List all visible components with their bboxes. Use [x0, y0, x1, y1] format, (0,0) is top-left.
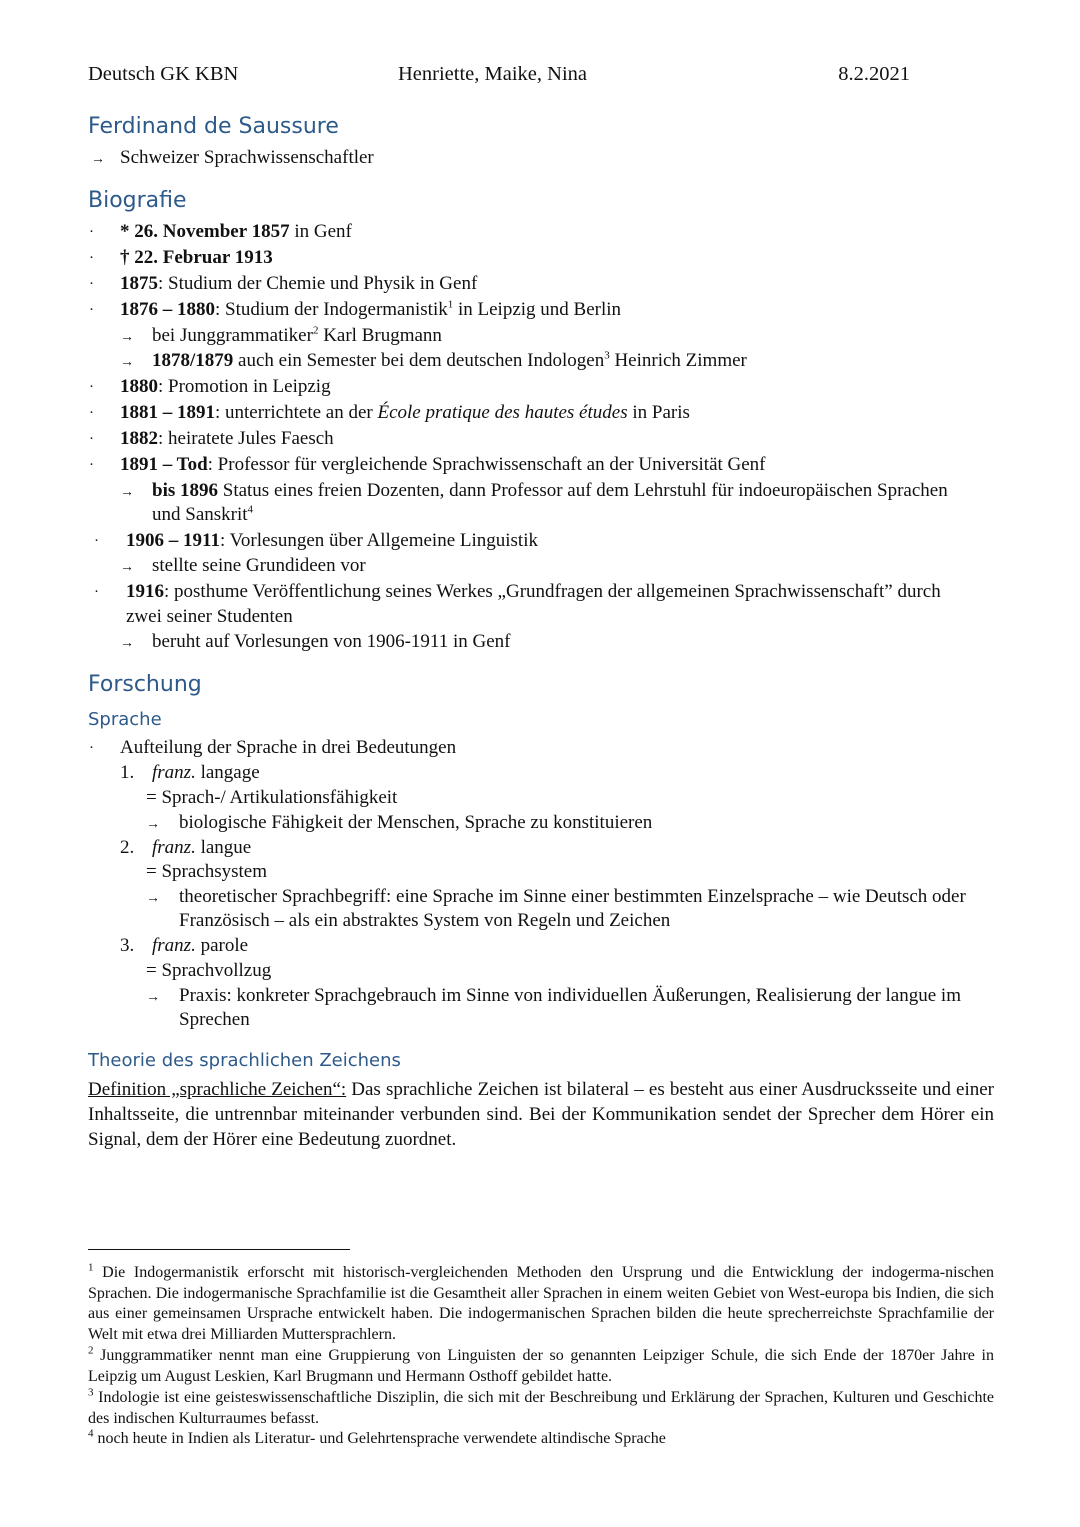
header-date: 8.2.2021 — [838, 63, 910, 85]
bio-1875: 1875: Studium der Chemie und Physik in Genf — [120, 273, 478, 294]
subtitle: Schweizer Sprachwissenschaftler — [120, 147, 374, 168]
bullet-icon: · — [94, 533, 99, 549]
header-course: Deutsch GK KBN — [88, 63, 239, 85]
term-langue-arrow-cont: Französisch – als ein abstraktes System von Regeln und Zeichen — [179, 910, 671, 931]
sign-definition: Definition „sprachliche Zeichen“: Das sprachliche Zeichen ist bilateral – es besteht aus einer Ausdrucksseite und einer Inhaltsseite, die untrennbar miteinander verbunden sind. Bei der Kommunikation sendet der Sprecher dem Hörer ein Signal, dem der Hörer eine Bedeutung zuordnet. — [88, 1079, 994, 1150]
bullet-icon: · — [89, 224, 94, 240]
footnote-4: $^4$ noch heute in Indien als Literatur- und Gelehrtensprache verwendete altindische Sprache — [88, 1427, 666, 1447]
footnote-1: $^1$ Die Indogermanistik erforscht mit historisch-vergleichenden Methoden den Ursprung und die Entwicklung der indogerma-nischen Sprachen. Die indogermanische Sprachfamilie ist die Gesamtheit aller Sprachen in einem weiten Gebiet von West-europa bis Indien, die sich aus einer gemeinsamen Ursprache entwickelt haben. Die indogermanischen Sprachen bilden die heute sprecherreichste Sprachfamilie der Welt mit etwa drei Milliarden Muttersprachlern. — [88, 1261, 994, 1343]
bio-1906-sub: stellte seine Grundideen vor — [152, 555, 366, 576]
bullet-icon: · — [94, 584, 99, 600]
arrow-icon: → — [120, 636, 134, 651]
bio-1916: 1916: posthume Veröffentlichung seines Werkes „Grundfragen der allgemeinen Sprachwissenschaft” durch — [126, 581, 941, 602]
term-parole-def: = Sprachvollzug — [146, 960, 272, 981]
list-number: 2. — [120, 837, 135, 858]
bio-1876-sub2: 1878/1879 auch ein Semester bei dem deutschen Indologen$^3$ Heinrich Zimmer — [152, 349, 747, 371]
arrow-icon: → — [120, 485, 134, 500]
footnote-rule — [88, 1249, 350, 1250]
bio-1882: 1882: heiratete Jules Faesch — [120, 428, 334, 449]
list-number: 1. — [120, 762, 135, 783]
language-intro: Aufteilung der Sprache in drei Bedeutungen — [120, 737, 457, 758]
arrow-icon: → — [146, 990, 160, 1005]
bullet-icon: · — [89, 457, 94, 473]
term-parole-arrow-cont: Sprechen — [179, 1009, 250, 1030]
bullet-icon: · — [89, 379, 94, 395]
term-langue: franz. langue — [152, 837, 252, 858]
bio-birth: * 26. November 1857 in Genf — [120, 221, 352, 242]
footnote-2: $^2$ Junggrammatiker nennt man eine Gruppierung von Linguisten der so genannten Leipziger Schule, die sich Ende der 1870er Jahre in Leipzig um August Leskien, Karl Brugmann und Hermann Osthoff gebildet hatte. — [88, 1344, 994, 1385]
bullet-icon: · — [89, 250, 94, 266]
bullet-icon: · — [89, 431, 94, 447]
bullet-icon: · — [89, 405, 94, 421]
bio-death: † 22. Februar 1913 — [120, 247, 273, 268]
term-langage-def: = Sprach-/ Artikulationsfähigkeit — [146, 787, 398, 808]
sign-heading: Theorie des sprachlichen Zeichens — [88, 1050, 401, 1071]
arrow-icon: → — [120, 330, 134, 345]
term-langue-def: = Sprachsystem — [146, 861, 268, 882]
bio-1880: 1880: Promotion in Leipzig — [120, 376, 331, 397]
arrow-icon: → — [120, 355, 134, 370]
term-parole: franz. parole — [152, 935, 249, 956]
bio-heading: Biografie — [88, 188, 187, 213]
bio-1906: 1906 – 1911: Vorlesungen über Allgemeine Linguistik — [126, 530, 538, 551]
arrow-icon: → — [146, 891, 160, 906]
research-heading: Forschung — [88, 672, 202, 697]
bio-1916-sub: beruht auf Vorlesungen von 1906-1911 in Genf — [152, 631, 511, 652]
bio-1881: 1881 – 1891: unterrichtete an der École pratique des hautes études in Paris — [120, 402, 690, 423]
list-number: 3. — [120, 935, 135, 956]
bio-1916-cont: zwei seiner Studenten — [126, 606, 293, 627]
header-authors: Henriette, Maike, Nina — [398, 63, 587, 85]
bio-1891-sub1-cont: und Sanskrit$^4$ — [152, 503, 254, 525]
term-langage: franz. langage — [152, 762, 260, 783]
page-header — [88, 63, 994, 91]
footnote-3: $^3$ Indologie ist eine geisteswissenschaftliche Disziplin, die sich mit der Beschreibung und Erklärung der Sprachen, Kulturen und Geschichte des indischen Kulturraumes befasst. — [88, 1386, 994, 1427]
arrow-icon: → — [91, 152, 105, 167]
bio-1891-sub1: bis 1896 Status eines freien Dozenten, dann Professor auf dem Lehrstuhl für indoeuropäischen Sprachen — [152, 480, 948, 501]
arrow-icon: → — [146, 817, 160, 832]
bio-1876: 1876 – 1880: Studium der Indogermanistik$^1$ in Leipzig und Berlin — [120, 298, 622, 320]
term-parole-arrow: Praxis: konkreter Sprachgebrauch im Sinne von individuellen Äußerungen, Realisierung der langue im — [179, 985, 961, 1006]
language-heading: Sprache — [88, 709, 162, 730]
term-langue-arrow: theoretischer Sprachbegriff: eine Sprache im Sinne einer bestimmten Einzelsprache – wie Deutsch oder — [179, 886, 966, 907]
bio-1876-sub1: bei Junggrammatiker$^2$ Karl Brugmann — [152, 324, 442, 346]
bullet-icon: · — [89, 302, 94, 318]
page-title: Ferdinand de Saussure — [88, 114, 339, 139]
arrow-icon: → — [120, 560, 134, 575]
bullet-icon: · — [89, 740, 94, 756]
bullet-icon: · — [89, 276, 94, 292]
term-langage-arrow: biologische Fähigkeit der Menschen, Sprache zu konstituieren — [179, 812, 653, 833]
bio-1891: 1891 – Tod: Professor für vergleichende Sprachwissenschaft an der Universität Genf — [120, 454, 766, 475]
